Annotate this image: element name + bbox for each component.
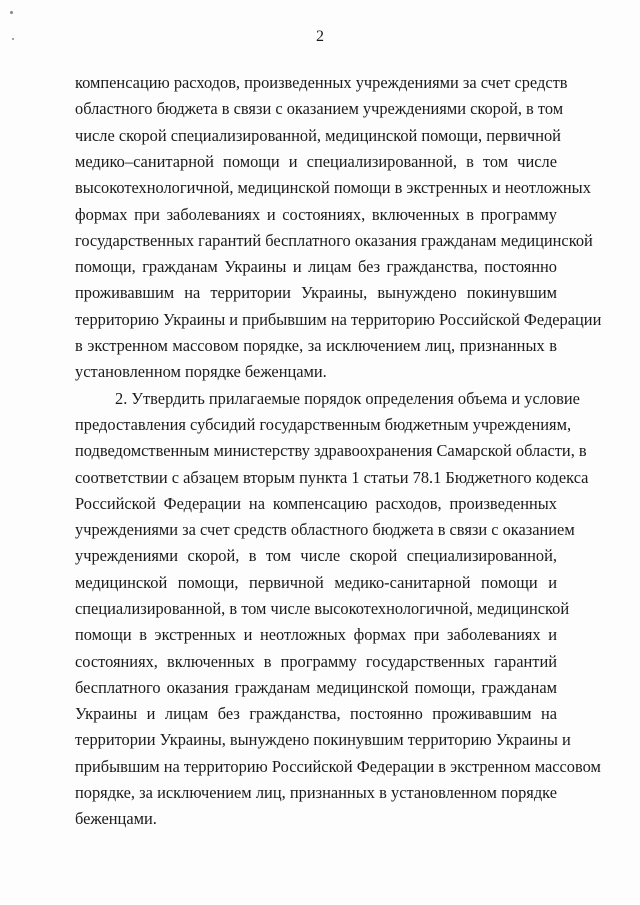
text-line: состояниях, включенных в программу государственных гарантий xyxy=(75,652,557,671)
text-line: высокотехнологичной, медицинской помощи в экстренных и неотложных xyxy=(75,178,591,197)
scan-speck xyxy=(10,11,13,14)
text-line: медико–санитарной помощи и специализированной, в том числе xyxy=(75,152,557,171)
text-line: числе скорой специализированной, медицинской помощи, первичной xyxy=(75,126,561,145)
text-line: 2. Утвердить прилагаемые порядок определения объема и условие xyxy=(115,389,580,408)
text-line: в экстренном массовом порядке, за исключением лиц, признанных в xyxy=(75,336,557,355)
text-line: формах при заболеваниях и состояниях, включенных в программу xyxy=(75,205,557,224)
text-line: учреждениями скорой, в том числе скорой специализированной, xyxy=(75,546,557,565)
text-line: соответствии с абзацем вторым пункта 1 статьи 78.1 Бюджетного кодекса xyxy=(75,468,589,487)
page-number: 2 xyxy=(316,28,324,45)
text-line: территорию Украины и прибывшим на территорию Российской Федерации xyxy=(75,310,602,329)
text-line: территории Украины, вынуждено покинувшим территорию Украины и xyxy=(75,730,571,749)
text-line: установленном порядке беженцами. xyxy=(75,362,327,381)
text-line: Российской Федерации на компенсацию расходов, произведенных xyxy=(75,494,557,513)
text-line: областного бюджета в связи с оказанием учреждениями скорой, в том xyxy=(75,99,564,118)
text-line: компенсацию расходов, произведенных учреждениями за счет средств xyxy=(75,73,568,92)
text-line: прибывшим на территорию Российской Федерации в экстренном массовом xyxy=(75,757,601,776)
text-line: специализированной, в том числе высокотехнологичной, медицинской xyxy=(75,599,570,618)
text-line: учреждениями за счет средств областного бюджета в связи с оказанием xyxy=(75,520,575,539)
text-line: Украины и лицам без гражданства, постоянно проживавшим на xyxy=(75,704,557,723)
text-line: помощи в экстренных и неотложных формах при заболеваниях и xyxy=(75,625,557,644)
text-line: государственных гарантий бесплатного оказания гражданам медицинской xyxy=(75,231,593,250)
text-line: подведомственным министерству здравоохранения Самарской области, в xyxy=(75,441,587,460)
text-line: помощи, гражданам Украины и лицам без гражданства, постоянно xyxy=(75,257,557,276)
text-line: медицинской помощи, первичной медико-санитарной помощи и xyxy=(75,573,557,592)
text-line: проживавшим на территории Украины, вынуждено покинувшим xyxy=(75,283,557,302)
text-line: беженцами. xyxy=(75,809,157,828)
text-line: порядке, за исключением лиц, признанных в установленном порядке xyxy=(75,783,557,802)
text-line: бесплатного оказания гражданам медицинской помощи, гражданам xyxy=(75,678,557,697)
text-line: предоставления субсидий государственным бюджетным учреждениям, xyxy=(75,415,572,434)
